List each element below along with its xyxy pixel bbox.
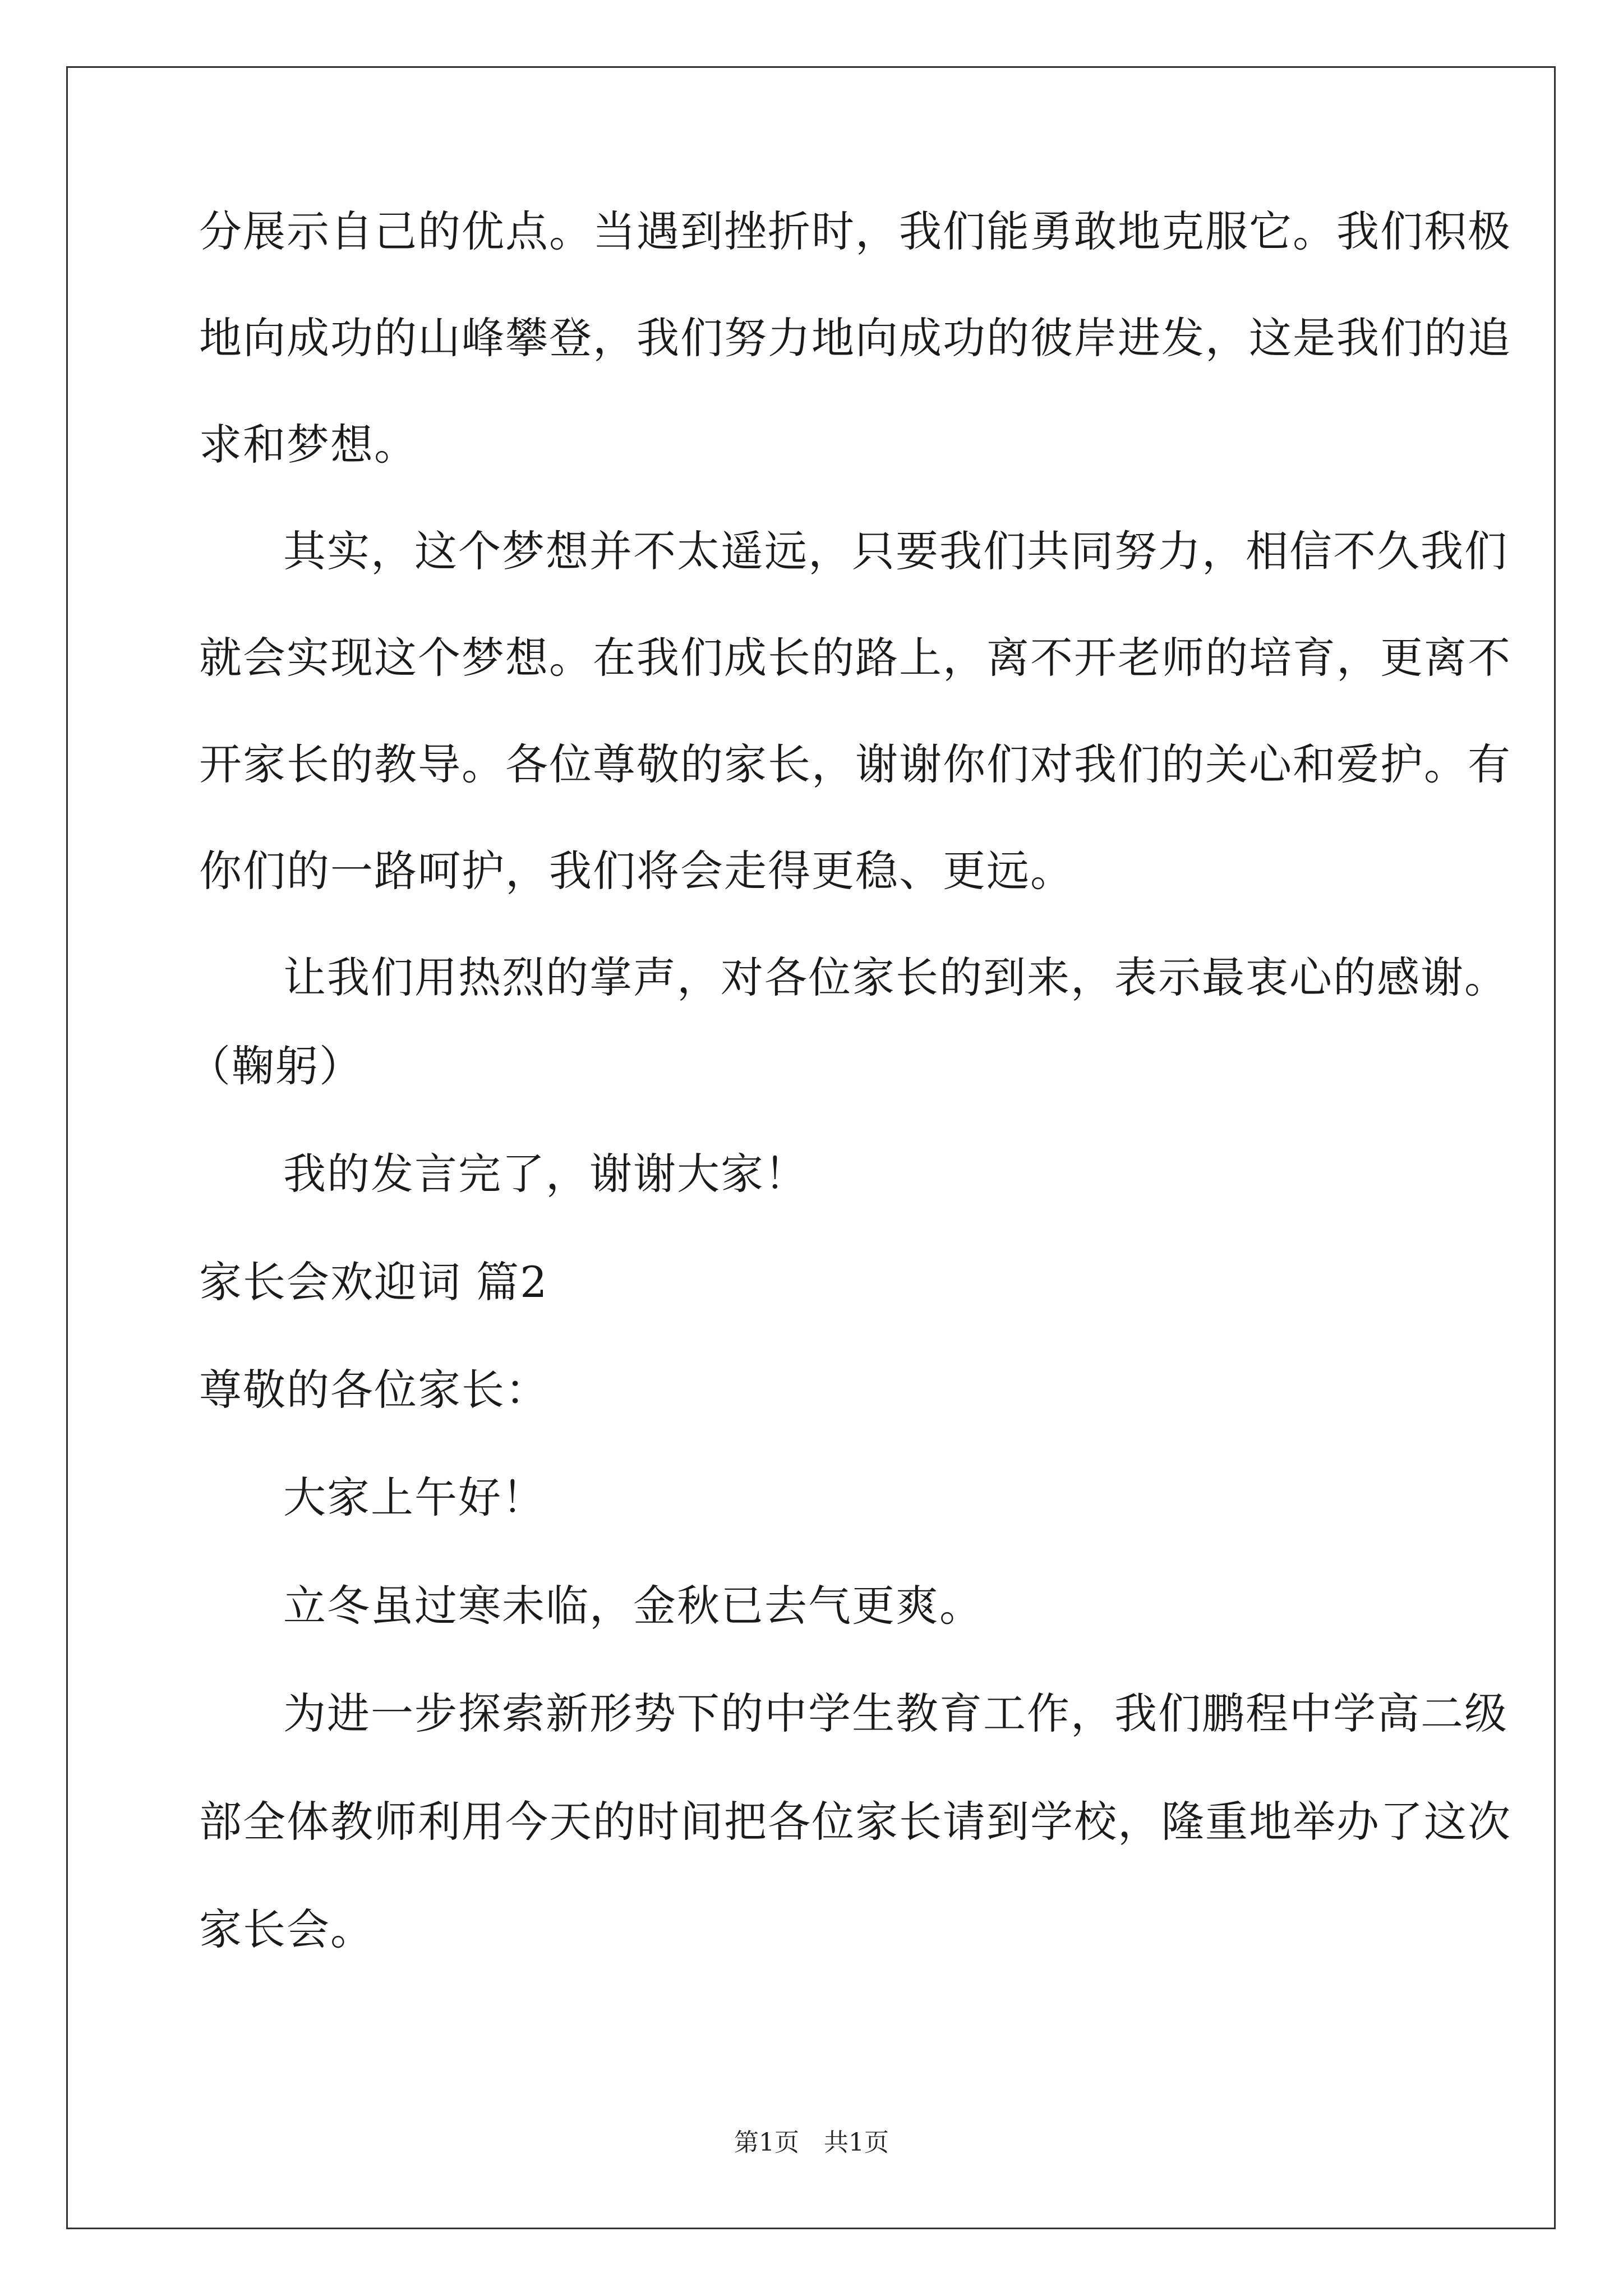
text-line: 部全体教师利用今天的时间把各位家长请到学校，隆重地举办了这次 bbox=[199, 1797, 1511, 1847]
text-line: 分展示自己的优点。当遇到挫折时，我们能勇敢地克服它。我们积极 bbox=[199, 206, 1511, 256]
greeting: 大家上午好！ bbox=[283, 1473, 546, 1522]
text-line: 开家长的教导。各位尊敬的家长，谢谢你们对我们的关心和爱护。有 bbox=[199, 739, 1511, 789]
salutation: 尊敬的各位家长： bbox=[199, 1365, 549, 1415]
text-line: 就会实现这个梦想。在我们成长的路上，离不开老师的培育，更离不 bbox=[199, 633, 1511, 683]
text-line: 家长会。 bbox=[199, 1904, 374, 1954]
paragraph-start: 立冬虽过寒未临，金秋已去气更爽。 bbox=[283, 1581, 983, 1631]
paragraph-start: 其实，这个梦想并不太遥远，只要我们共同努力，相信不久我们 bbox=[283, 526, 1508, 576]
text-line: 地向成功的山峰攀登，我们努力地向成功的彼岸进发，这是我们的追 bbox=[199, 313, 1511, 363]
paragraph-start: 让我们用热烈的掌声，对各位家长的到来，表示最衷心的感谢。 bbox=[283, 953, 1508, 1002]
section-heading: 家长会欢迎词 篇2 bbox=[199, 1257, 548, 1307]
text-line: 求和梦想。 bbox=[199, 420, 418, 470]
text-line: （鞠躬） bbox=[188, 1041, 363, 1091]
text-line: 你们的一路呵护，我们将会走得更稳、更远。 bbox=[199, 846, 1074, 896]
paragraph-start: 为进一步探索新形势下的中学生教育工作，我们鹏程中学高二级 bbox=[283, 1688, 1508, 1738]
page-footer: 第1页 共1页 bbox=[734, 2128, 889, 2157]
paragraph-start: 我的发言完了，谢谢大家！ bbox=[283, 1149, 808, 1199]
